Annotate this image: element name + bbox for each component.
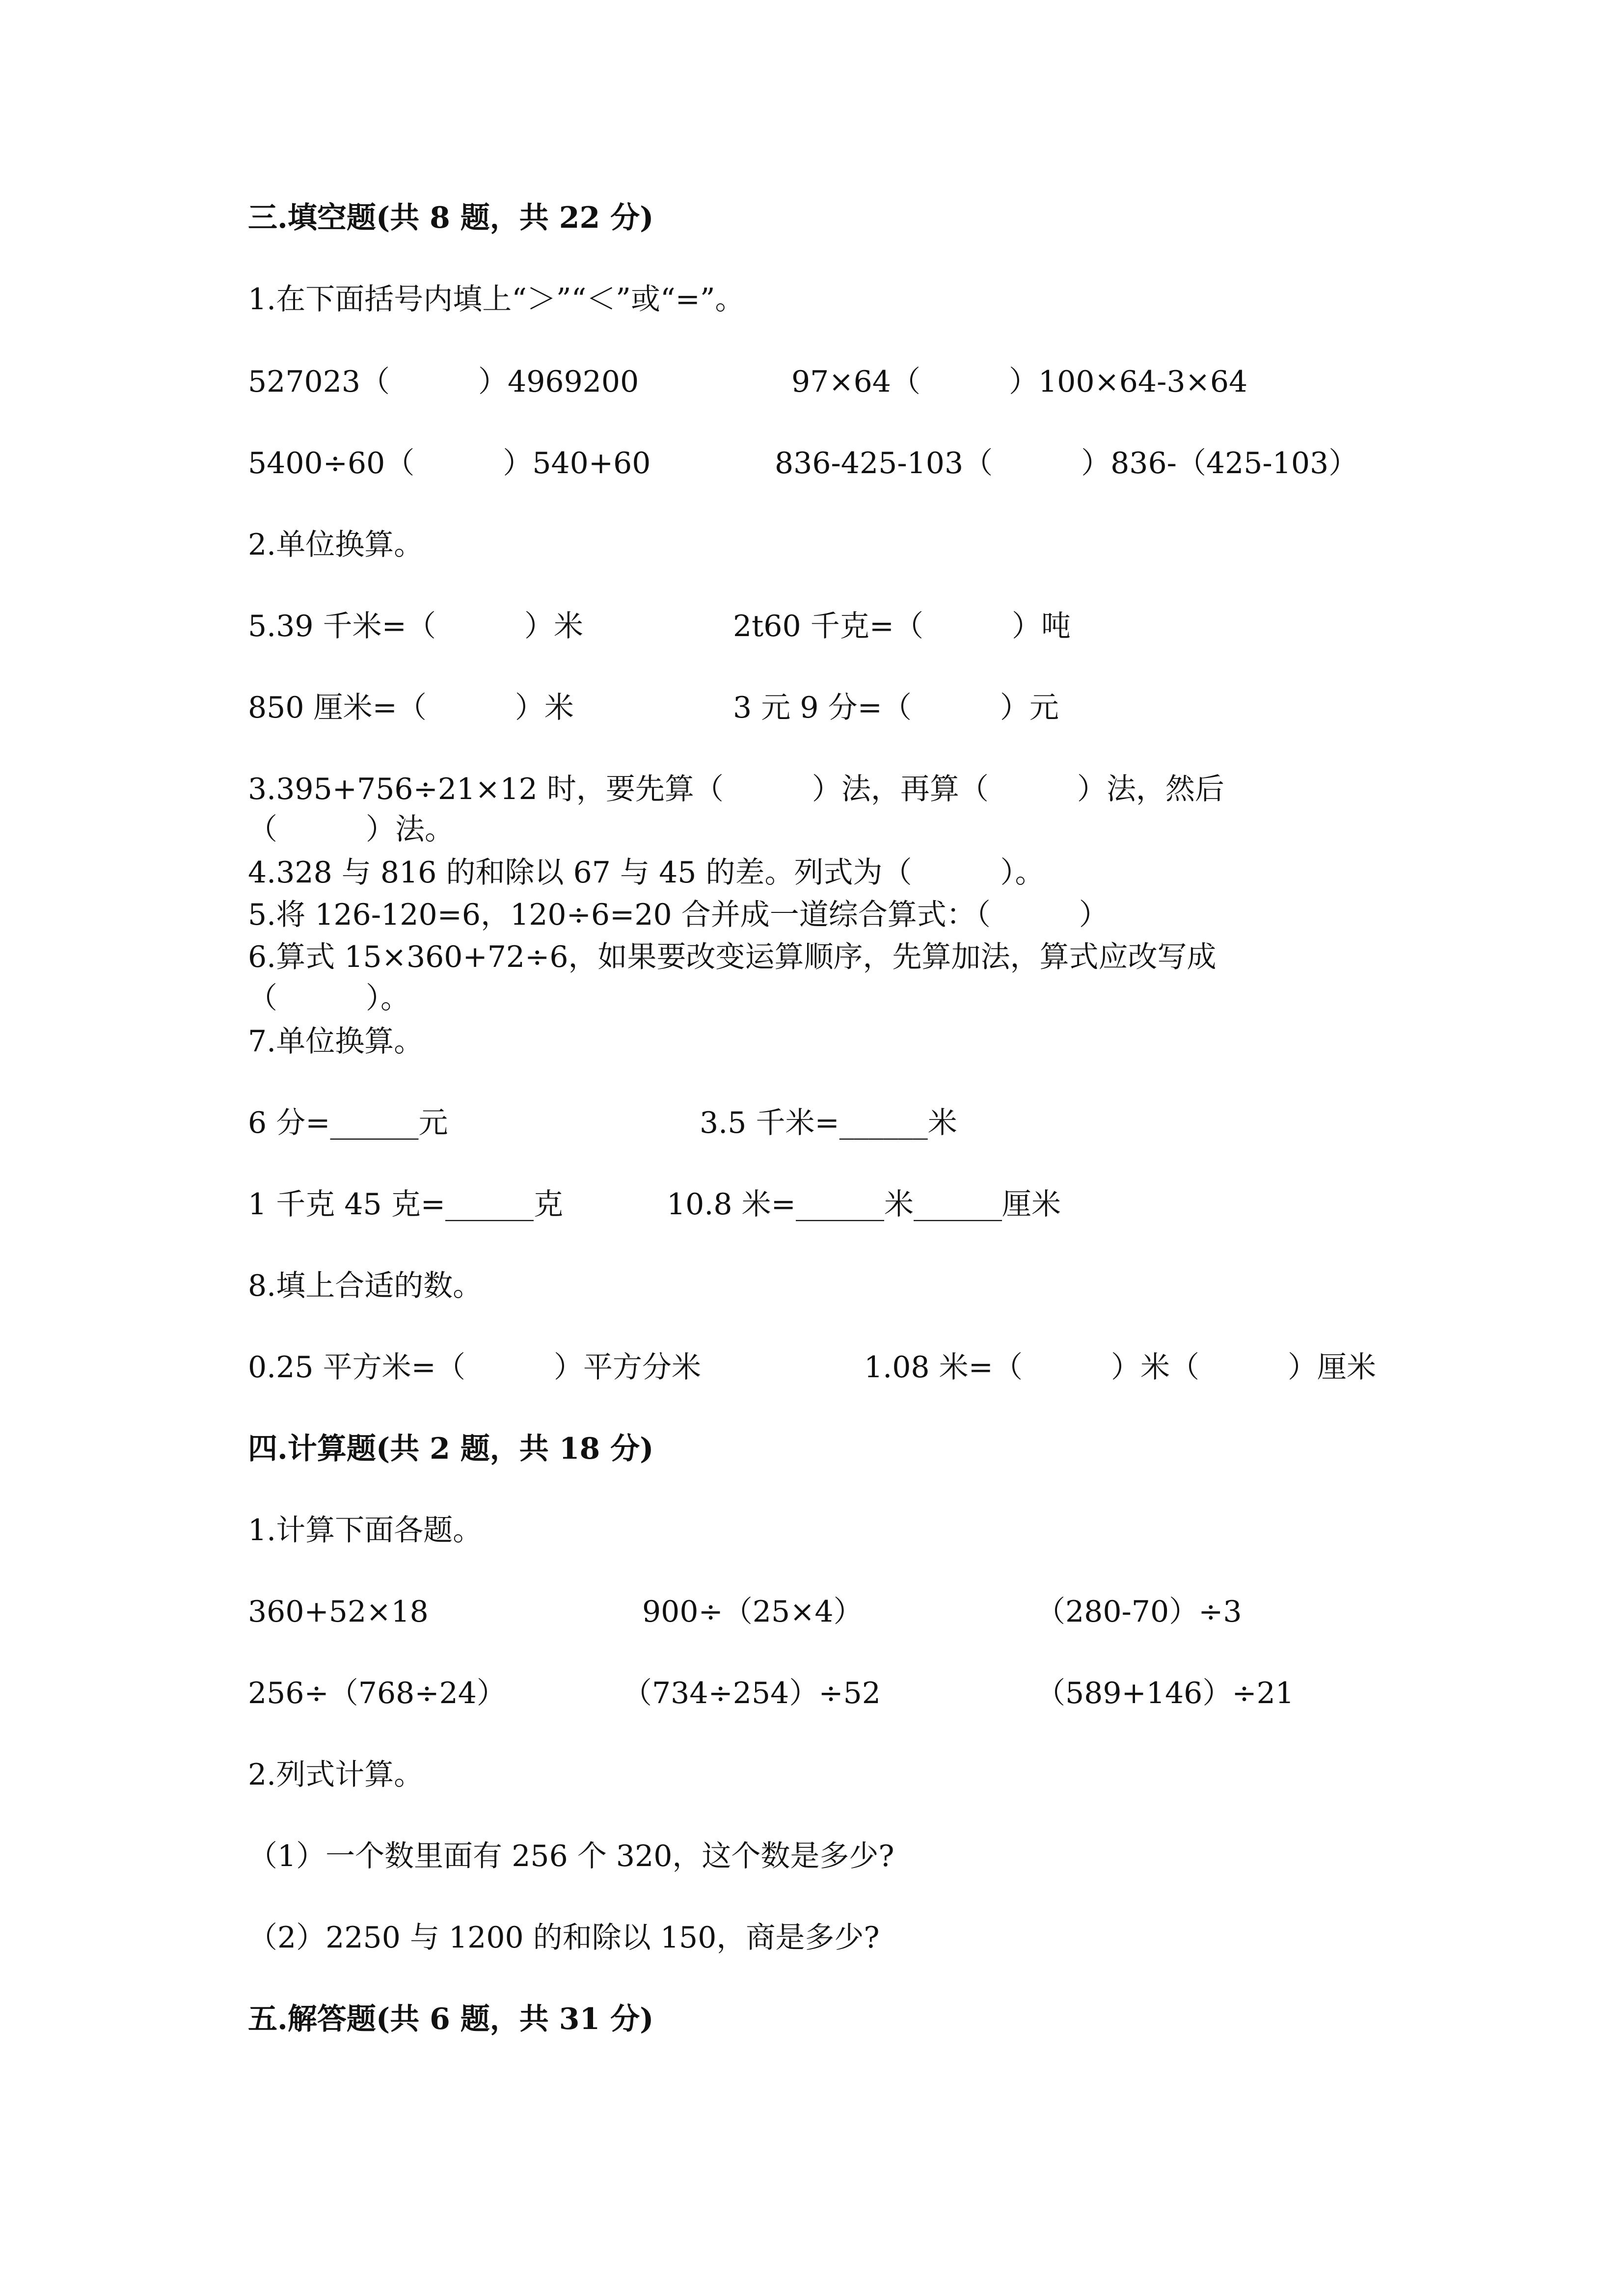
calc-expression-6: （589+146）÷21 [1036,1676,1294,1710]
section-3-heading: 三.填空题(共 8 题，共 22 分) [248,201,654,235]
q7-conversion-3: 1 千克 45 克=______克 [248,1187,564,1222]
calc-expression-5: （734÷254）÷52 [623,1676,881,1710]
q1-compare-3: 5400÷60（ ）540+60 [248,446,651,481]
q2-conversion-2: 2t60 千克=（ ）吨 [733,609,1071,643]
q6-line-1: 6.算式 15×360+72÷6，如果要改变运算顺序，先算加法，算式应改写成 [248,940,1217,974]
q2-conversion-1: 5.39 千米=（ ）米 [248,609,583,643]
q5-text: 5.将 126-120=6，120÷6=20 合并成一道综合算式：（ ） [248,898,1109,932]
q1-prompt: 1.在下面括号内填上“＞”“＜”或“=”。 [248,282,745,317]
q7-conversion-1: 6 分=______元 [248,1106,448,1140]
calc-expression-4: 256÷（768÷24） [248,1676,506,1710]
q3-line-2: （ ）法。 [248,812,454,847]
section-5-heading: 五.解答题(共 6 题，共 31 分) [248,2002,654,2036]
q1-compare-4: 836-425-103（ ）836-（425-103） [775,446,1358,481]
q8-conversion-2: 1.08 米=（ ）米（ ）厘米 [864,1350,1376,1385]
q1-compare-2: 97×64（ ）100×64-3×64 [791,365,1248,399]
calc-expression-1: 360+52×18 [248,1595,429,1629]
q8-prompt: 8.填上合适的数。 [248,1269,483,1303]
section-4-heading: 四.计算题(共 2 题，共 18 分) [248,1432,654,1466]
list-calc-prompt: 2.列式计算。 [248,1758,424,1792]
q2-conversion-4: 3 元 9 分=（ ）元 [733,691,1059,725]
q2-prompt: 2.单位换算。 [248,528,424,562]
q7-conversion-2: 3.5 千米=______米 [700,1106,957,1140]
calc-expression-2: 900÷（25×4） [642,1595,863,1629]
q7-prompt: 7.单位换算。 [248,1024,424,1059]
list-calc-item-2: （2）2250 与 1200 的和除以 150，商是多少? [248,1921,880,1955]
q3-line-1: 3.395+756÷21×12 时，要先算（ ）法，再算（ ）法，然后 [248,772,1224,806]
calc-prompt: 1.计算下面各题。 [248,1513,483,1548]
q8-conversion-1: 0.25 平方米=（ ）平方分米 [248,1350,701,1385]
q2-conversion-3: 850 厘米=（ ）米 [248,691,574,725]
q7-conversion-4: 10.8 米=______米______厘米 [667,1187,1061,1222]
list-calc-item-1: （1）一个数里面有 256 个 320，这个数是多少? [248,1839,894,1873]
calc-expression-3: （280-70）÷3 [1036,1595,1242,1629]
q1-compare-1: 527023（ ）4969200 [248,365,639,399]
q6-line-2: （ ）。 [248,981,410,1015]
q4-text: 4.328 与 816 的和除以 67 与 45 的差。列式为（ ）。 [248,855,1045,890]
